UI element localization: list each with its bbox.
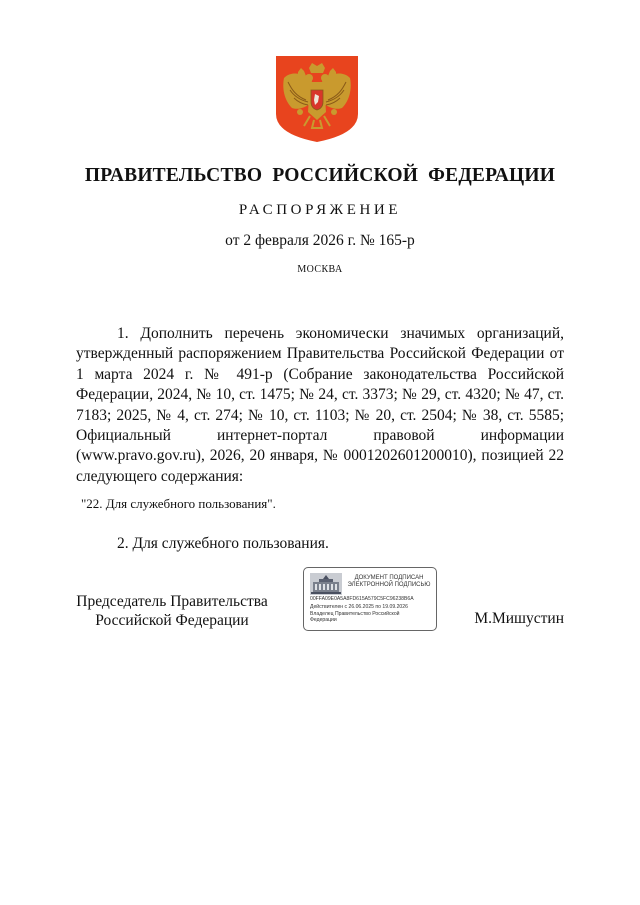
stamp-certificate: 00FFA09E0A5A8FD615A579C5FC96238B6A	[310, 596, 414, 602]
paragraph-2: 2. Для служебного пользования.	[117, 535, 329, 552]
document-date-number: от 2 февраля 2026 г. № 165-р	[225, 232, 415, 249]
signatory-title-line-1: Председатель Правительства	[76, 593, 268, 610]
signatory-title	[76, 592, 268, 630]
coat-of-arms-emblem	[276, 56, 358, 142]
document-city: МОСКВА	[297, 264, 343, 275]
stamp-title	[344, 575, 434, 589]
signatory-name: М.Мишустин	[474, 610, 564, 627]
paragraph-1: 1. Дополнить перечень экономически значимых организаций, утвержденный распоряжением Правительства Российской Федерации от 1 марта 2024 г. № 491-р (Собрание законодательства Российской Федерации, 2024, № 10, ст. 1475; № 24, ст. 3373; № 29, ст. 4320; № 47, ст. 7183; 2025, № 4, ст. 274; № 10, ст. 1103; № 20, ст. 2504; № 38, ст. 5585; Официальный интернет-портал правовой информации (www.pravo.gov.ru), 2026, 20 января, № 0001202601200010), позицией 22 следующего содержания:	[76, 325, 564, 485]
stamp-title-line-1: ДОКУМЕНТ ПОДПИСАН	[354, 575, 424, 581]
document-type: РАСПОРЯЖЕНИЕ	[238, 202, 402, 218]
electronic-signature-stamp	[303, 567, 437, 631]
signatory-title-line-2: Российской Федерации	[95, 612, 249, 629]
stamp-owner-line-2: Федерации	[310, 617, 337, 623]
quoted-position: "22. Для служебного пользования".	[81, 496, 276, 511]
stamp-title-line-2: ЭЛЕКТРОННОЙ ПОДПИСЬЮ	[347, 582, 431, 589]
stamp-owner-line-1: Владелец Правительство Российской	[310, 611, 400, 617]
government-title: ПРАВИТЕЛЬСТВО РОССИЙСКОЙ ФЕДЕРАЦИИ	[84, 165, 556, 186]
stamp-validity: Действителен с 26.06.2025 по 19.09.2026	[310, 604, 408, 610]
government-building-icon	[310, 573, 342, 595]
